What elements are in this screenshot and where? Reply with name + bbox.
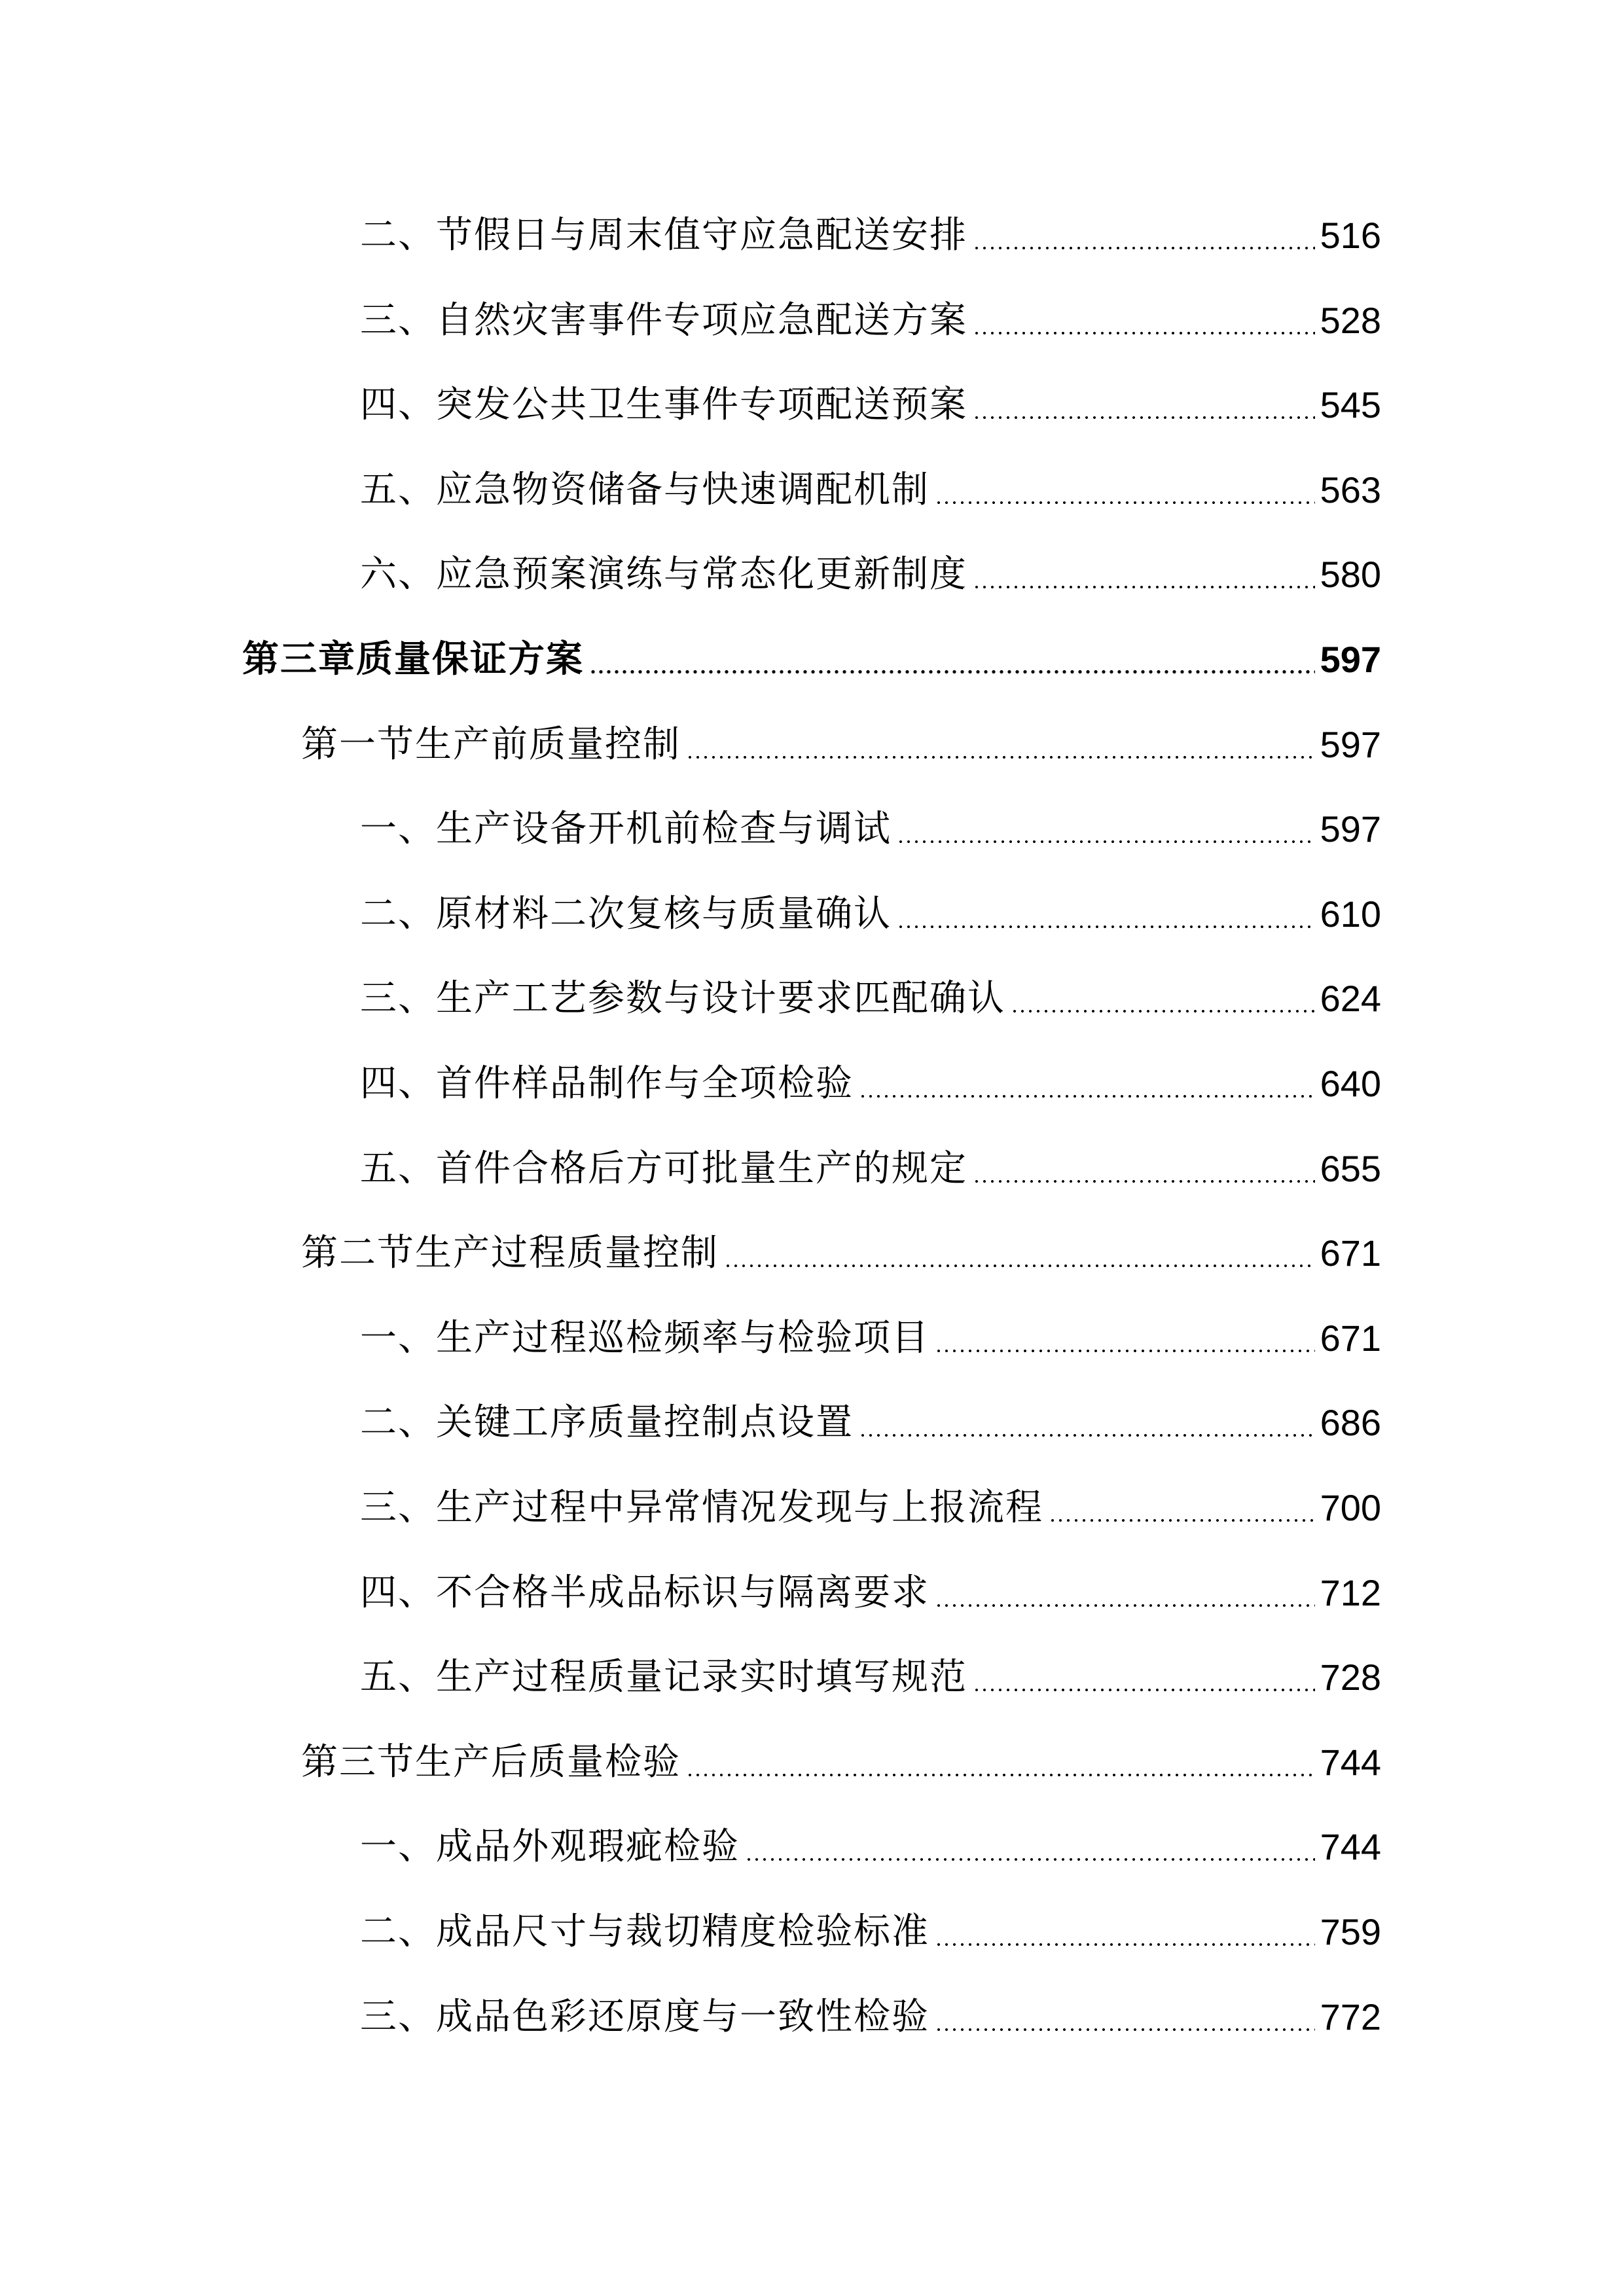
- toc-entry-title: 一、成品外观瑕疵检验: [360, 1825, 740, 1869]
- toc-entry[interactable]: [360, 1479, 1381, 1537]
- toc-entry[interactable]: [360, 1139, 1381, 1198]
- dot-leader: [935, 1564, 1315, 1623]
- dot-leader: [724, 1224, 1315, 1283]
- toc-entry-title: 二、节假日与周末值守应急配送安排: [360, 214, 967, 257]
- toc-entry-title: 二、成品尺寸与裁切精度检验标准: [360, 1910, 929, 1953]
- toc-entry-page-number: 597: [1320, 808, 1381, 850]
- toc-entry-title: 三、生产过程中异常情况发现与上报流程: [360, 1486, 1043, 1529]
- toc-entry[interactable]: [301, 715, 1381, 774]
- toc-entry-page-number: 580: [1320, 554, 1381, 596]
- toc-entry[interactable]: [360, 1054, 1381, 1113]
- toc-entry[interactable]: [242, 630, 1381, 689]
- toc-entry-title: 五、首件合格后方可批量生产的规定: [360, 1147, 967, 1190]
- dot-leader: [745, 1818, 1315, 1876]
- toc-entry-page-number: 671: [1320, 1317, 1381, 1359]
- toc-entry-page-number: 686: [1320, 1402, 1381, 1444]
- toc-entry[interactable]: [360, 1988, 1381, 2047]
- toc-entry-page-number: 528: [1320, 299, 1381, 341]
- toc-entry-page-number: 624: [1320, 978, 1381, 1020]
- toc-entry-page-number: 610: [1320, 893, 1381, 935]
- toc-entry[interactable]: [360, 969, 1381, 1028]
- toc-entry[interactable]: [360, 1903, 1381, 1962]
- toc-entry-page-number: 700: [1320, 1487, 1381, 1528]
- dot-leader: [859, 1393, 1315, 1452]
- toc-entry-title: 三、自然灾害事件专项应急配送方案: [360, 298, 967, 342]
- dot-leader: [973, 545, 1315, 604]
- toc-entry-title: 四、不合格半成品标识与隔离要求: [360, 1571, 929, 1614]
- dot-leader: [935, 1903, 1315, 1962]
- toc-entry[interactable]: [360, 1564, 1381, 1623]
- toc-entry-title: 第三章质量保证方案: [242, 638, 584, 681]
- dot-leader: [1049, 1479, 1315, 1537]
- dot-leader: [859, 1054, 1315, 1113]
- toc-entry-title: 五、应急物资储备与快速调配机制: [360, 468, 929, 511]
- toc-entry[interactable]: [360, 1309, 1381, 1368]
- toc-entry-title: 第一节生产前质量控制: [301, 723, 681, 766]
- dot-leader: [686, 715, 1315, 774]
- toc-entry-title: 五、生产过程质量记录实时填写规范: [360, 1656, 967, 1699]
- toc-entry-page-number: 640: [1320, 1063, 1381, 1104]
- toc-entry-title: 二、原材料二次复核与质量确认: [360, 892, 892, 935]
- dot-leader: [589, 630, 1315, 689]
- dot-leader: [973, 1648, 1315, 1707]
- toc-entry-title: 一、生产设备开机前检查与调试: [360, 808, 892, 851]
- toc-entry-page-number: 728: [1320, 1657, 1381, 1698]
- dot-leader: [935, 1309, 1315, 1368]
- toc-entry-title: 三、生产工艺参数与设计要求匹配确认: [360, 977, 1005, 1020]
- dot-leader: [897, 800, 1315, 859]
- toc-entry-page-number: 671: [1320, 1232, 1381, 1274]
- dot-leader: [973, 291, 1315, 350]
- toc-entry[interactable]: [360, 1818, 1381, 1876]
- toc-entry[interactable]: [360, 461, 1381, 520]
- dot-leader: [897, 885, 1315, 944]
- toc-entry-title: 二、关键工序质量控制点设置: [360, 1401, 854, 1444]
- toc-entry-title: 三、成品色彩还原度与一致性检验: [360, 1995, 929, 2038]
- dot-leader: [973, 206, 1315, 265]
- dot-leader: [935, 461, 1315, 520]
- toc-entry-page-number: 759: [1320, 1911, 1381, 1952]
- toc-entry-page-number: 545: [1320, 384, 1381, 426]
- toc-entry[interactable]: [360, 206, 1381, 265]
- toc-entry-page-number: 655: [1320, 1147, 1381, 1189]
- toc-entry-page-number: 744: [1320, 1741, 1381, 1783]
- toc-entry-page-number: 563: [1320, 469, 1381, 511]
- toc-entry-page-number: 744: [1320, 1826, 1381, 1868]
- toc-entry-title: 四、突发公共卫生事件专项配送预案: [360, 384, 967, 427]
- toc-entry-title: 第二节生产过程质量控制: [301, 1232, 719, 1275]
- toc-entry-page-number: 597: [1320, 723, 1381, 765]
- toc-entry-title: 四、首件样品制作与全项检验: [360, 1062, 854, 1105]
- toc-entry[interactable]: [301, 1224, 1381, 1283]
- dot-leader: [935, 1988, 1315, 2047]
- toc-entry[interactable]: [360, 1648, 1381, 1707]
- toc-entry[interactable]: [360, 1393, 1381, 1452]
- toc-entry-title: 一、生产过程巡检频率与检验项目: [360, 1316, 929, 1359]
- toc-entry-page-number: 772: [1320, 1996, 1381, 2037]
- toc-entry[interactable]: [360, 291, 1381, 350]
- dot-leader: [1011, 969, 1315, 1028]
- dot-leader: [973, 1139, 1315, 1198]
- toc-entry-title: 六、应急预案演练与常态化更新制度: [360, 553, 967, 596]
- toc-entry-title: 第三节生产后质量检验: [301, 1740, 681, 1784]
- toc-entry[interactable]: [360, 545, 1381, 604]
- toc-entry-page-number: 597: [1320, 639, 1381, 680]
- dot-leader: [686, 1733, 1315, 1792]
- toc-entry[interactable]: [360, 376, 1381, 435]
- dot-leader: [973, 376, 1315, 435]
- toc-entry[interactable]: [360, 885, 1381, 944]
- toc-entry-page-number: 712: [1320, 1571, 1381, 1613]
- toc-entry-page-number: 516: [1320, 215, 1381, 256]
- toc-entry[interactable]: [360, 800, 1381, 859]
- toc-entry[interactable]: [301, 1733, 1381, 1792]
